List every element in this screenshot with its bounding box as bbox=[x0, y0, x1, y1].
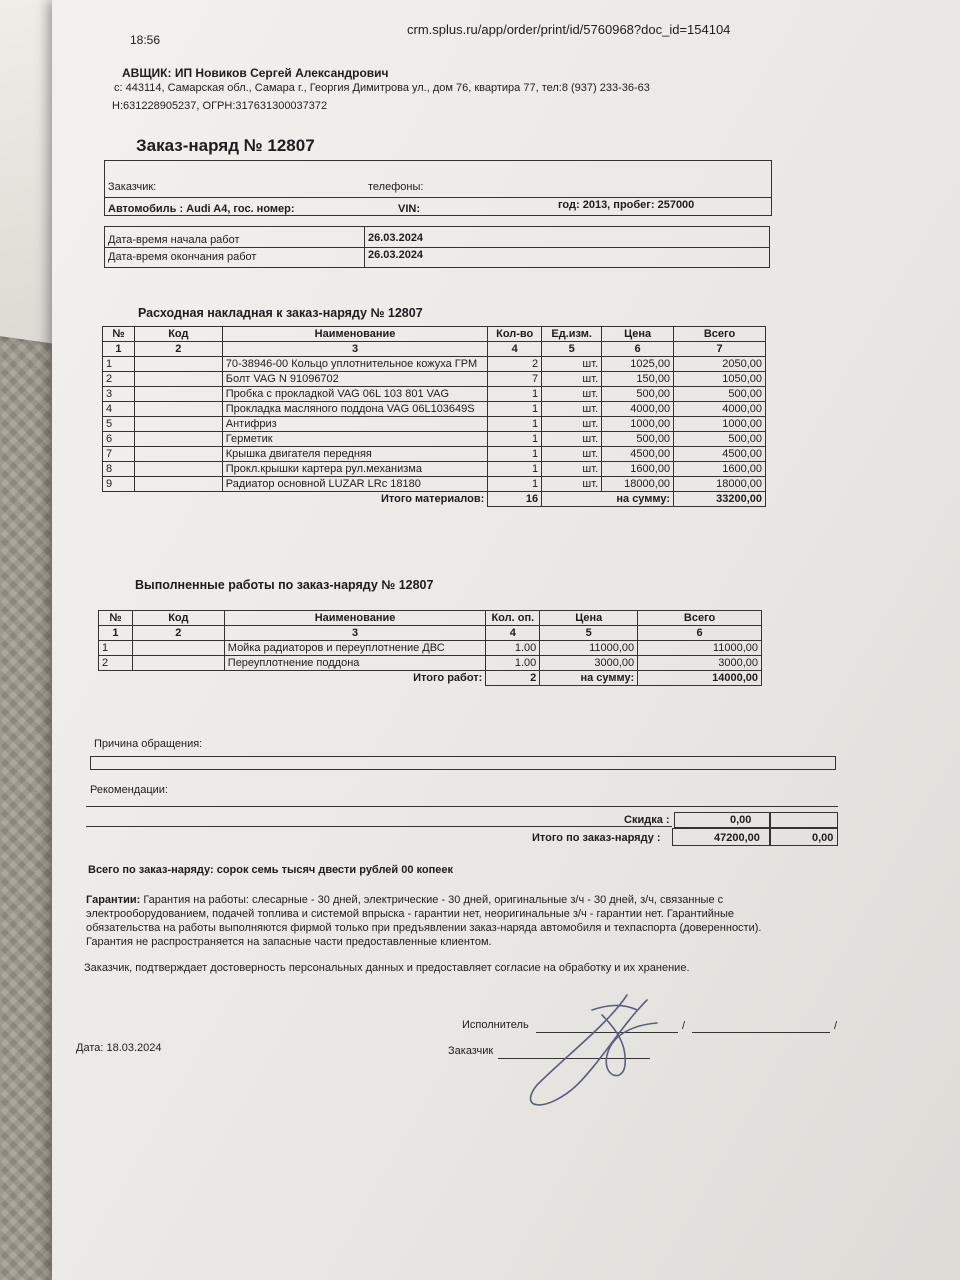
grand-total-value: 47200,00 bbox=[714, 832, 760, 844]
material-total: 18000,00 bbox=[674, 477, 766, 492]
car-label: Автомобиль : Audi A4, гос. номер: bbox=[108, 203, 295, 215]
materials-header-row bbox=[103, 327, 766, 342]
executor-slash-2: / bbox=[834, 1020, 838, 1032]
phones-label: телефоны: bbox=[368, 181, 424, 193]
discount-box bbox=[674, 812, 770, 828]
material-code bbox=[134, 417, 222, 432]
material-row bbox=[103, 432, 766, 447]
consent-text: Заказчик, подтверждает достоверность персональных данных и предоставляет согласие на обработку и их хранение. bbox=[84, 962, 690, 974]
warranty-heading: Гарантии: bbox=[86, 894, 141, 906]
material-row bbox=[103, 462, 766, 477]
material-n: 4 bbox=[103, 402, 135, 417]
material-unit: шт. bbox=[542, 357, 602, 372]
material-row bbox=[103, 372, 766, 387]
work-total-sum: 14000,00 bbox=[638, 671, 762, 686]
material-price: 1000,00 bbox=[602, 417, 674, 432]
works-title: Выполненные работы по заказ-наряду № 12807 bbox=[135, 578, 434, 592]
reason-field bbox=[90, 756, 836, 770]
recommend-line-2 bbox=[86, 826, 672, 827]
material-price: 4500,00 bbox=[602, 447, 674, 462]
work-n: 1 bbox=[99, 641, 133, 656]
work-head-name: Наименование bbox=[224, 611, 486, 626]
recommend-label: Рекомендации: bbox=[90, 784, 168, 796]
material-n: 5 bbox=[103, 417, 135, 432]
work-qty: 1.00 bbox=[486, 641, 540, 656]
material-code bbox=[134, 402, 222, 417]
material-code bbox=[134, 462, 222, 477]
reason-label: Причина обращения: bbox=[94, 738, 203, 750]
material-qty: 1 bbox=[488, 417, 542, 432]
work-head-qty: Кол. оп. bbox=[486, 611, 540, 626]
dates-divider bbox=[104, 247, 770, 248]
customer-sign-label: Заказчик bbox=[448, 1045, 494, 1057]
mat-total-sum: 33200,00 bbox=[674, 492, 766, 507]
material-row bbox=[103, 402, 766, 417]
work-n: 2 bbox=[99, 656, 133, 671]
signature bbox=[507, 985, 667, 1115]
grand-extra-value: 0,00 bbox=[812, 832, 834, 844]
work-row bbox=[99, 656, 762, 671]
print-url: crm.splus.ru/app/order/print/id/5760968?doc_id=154104 bbox=[407, 22, 731, 37]
material-price: 150,00 bbox=[602, 372, 674, 387]
material-total: 1050,00 bbox=[674, 372, 766, 387]
material-unit: шт. bbox=[542, 432, 602, 447]
executor-label: Исполнитель bbox=[462, 1019, 529, 1031]
material-price: 18000,00 bbox=[602, 477, 674, 492]
work-num-5: 5 bbox=[540, 626, 638, 641]
end-value: 26.03.2024 bbox=[368, 249, 424, 261]
material-total: 500,00 bbox=[674, 432, 766, 447]
mat-head-total: Всего bbox=[674, 327, 766, 342]
works-total-row bbox=[99, 671, 762, 686]
material-name: Пробка с прокладкой VAG 06L 103 801 VAG bbox=[222, 387, 487, 402]
discount-value: 0,00 bbox=[730, 814, 752, 826]
discount-extra-box bbox=[770, 812, 838, 828]
mat-head-unit: Ед.изм. bbox=[542, 327, 602, 342]
material-qty: 1 bbox=[488, 432, 542, 447]
material-name: Антифриз bbox=[222, 417, 487, 432]
customer-divider bbox=[104, 197, 772, 198]
material-row bbox=[103, 357, 766, 372]
material-n: 1 bbox=[103, 357, 135, 372]
material-code bbox=[134, 387, 222, 402]
material-row bbox=[103, 447, 766, 462]
work-num-3: 3 bbox=[224, 626, 486, 641]
material-unit: шт. bbox=[542, 462, 602, 477]
mat-num-6: 6 bbox=[602, 342, 674, 357]
work-price: 3000,00 bbox=[540, 656, 638, 671]
mat-head-code: Код bbox=[134, 327, 222, 342]
material-price: 1600,00 bbox=[602, 462, 674, 477]
mat-num-3: 3 bbox=[222, 342, 487, 357]
mat-num-7: 7 bbox=[674, 342, 766, 357]
work-price: 11000,00 bbox=[540, 641, 638, 656]
material-name: Герметик bbox=[222, 432, 487, 447]
material-name: 70-38946-00 Кольцо уплотнительное кожуха ГРМ bbox=[222, 357, 487, 372]
material-price: 1025,00 bbox=[602, 357, 674, 372]
material-qty: 1 bbox=[488, 387, 542, 402]
material-unit: шт. bbox=[542, 477, 602, 492]
mat-num-1: 1 bbox=[103, 342, 135, 357]
materials-title: Расходная накладная к заказ-наряду № 12807 bbox=[138, 306, 423, 320]
material-n: 8 bbox=[103, 462, 135, 477]
material-unit: шт. bbox=[542, 402, 602, 417]
mat-total-qty: 16 bbox=[488, 492, 542, 507]
material-unit: шт. bbox=[542, 447, 602, 462]
mat-head-name: Наименование bbox=[222, 327, 487, 342]
executor-name-line bbox=[692, 1032, 830, 1033]
mat-num-2: 2 bbox=[134, 342, 222, 357]
material-name: Крышка двигателя передняя bbox=[222, 447, 487, 462]
work-num-2: 2 bbox=[132, 626, 224, 641]
material-qty: 1 bbox=[488, 447, 542, 462]
work-total: 3000,00 bbox=[638, 656, 762, 671]
discount-label: Скидка : bbox=[624, 814, 670, 826]
document-date: Дата: 18.03.2024 bbox=[76, 1042, 162, 1054]
end-label: Дата-время окончания работ bbox=[108, 251, 257, 263]
work-num-1: 1 bbox=[99, 626, 133, 641]
materials-number-row bbox=[103, 342, 766, 357]
material-name: Радиатор основной LUZAR LRc 18180 bbox=[222, 477, 487, 492]
vin-label: VIN: bbox=[398, 203, 420, 215]
works-number-row bbox=[99, 626, 762, 641]
ids-line: Н:631228905237, ОГРН:317631300037372 bbox=[112, 100, 328, 112]
works-table bbox=[98, 610, 762, 686]
customer-label: Заказчик: bbox=[108, 181, 157, 193]
mat-head-n: № bbox=[103, 327, 135, 342]
material-unit: шт. bbox=[542, 372, 602, 387]
grand-total-label: Итого по заказ-наряду : bbox=[532, 832, 661, 844]
material-n: 7 bbox=[103, 447, 135, 462]
work-name: Мойка радиаторов и переуплотнение ДВС bbox=[224, 641, 486, 656]
warranty-line-3: обязательства на работы выполняются фирмой только при предъявлении заказ-наряда автомобиля и техпаспорта (доверенности). bbox=[86, 922, 762, 934]
warranty-text-1: Гарантия на работы: слесарные - 30 дней, электрические - 30 дней, оригинальные з/ч - 30 дней, з/ч, связанные с bbox=[140, 894, 724, 906]
material-name: Болт VAG N 91096702 bbox=[222, 372, 487, 387]
work-sum-label: на сумму: bbox=[540, 671, 638, 686]
material-price: 4000,00 bbox=[602, 402, 674, 417]
print-time: 18:56 bbox=[130, 33, 161, 47]
address-line: с: 443114, Самарская обл., Самара г., Георгия Димитрова ул., дом 76, квартира 77, тел:8 (937) 233-36-63 bbox=[114, 82, 650, 94]
work-row bbox=[99, 641, 762, 656]
material-qty: 1 bbox=[488, 462, 542, 477]
material-row bbox=[103, 417, 766, 432]
warranty-line-4: Гарантия не распространяется на запасные части предоставленные клиентом. bbox=[86, 936, 492, 948]
order-title: Заказ-наряд № 12807 bbox=[136, 136, 315, 155]
material-qty: 2 bbox=[488, 357, 542, 372]
total-in-words: Всего по заказ-наряду: сорок семь тысяч двести рублей 00 копеек bbox=[88, 864, 453, 876]
material-n: 9 bbox=[103, 477, 135, 492]
material-price: 500,00 bbox=[602, 387, 674, 402]
mat-head-price: Цена bbox=[602, 327, 674, 342]
mat-num-5: 5 bbox=[542, 342, 602, 357]
material-n: 3 bbox=[103, 387, 135, 402]
work-total-label: Итого работ: bbox=[99, 671, 486, 686]
material-name: Прокл.крышки картера рул.механизма bbox=[222, 462, 487, 477]
warranty-line-2: электрооборудованием, подачей топлива и системой впрыска - гарантии нет, неоригинальные з/ч - гарантии нет. Гарантийные bbox=[86, 908, 735, 920]
mat-sum-label: на сумму: bbox=[542, 492, 674, 507]
material-code bbox=[134, 372, 222, 387]
work-total: 11000,00 bbox=[638, 641, 762, 656]
work-qty: 1.00 bbox=[486, 656, 540, 671]
dates-col-divider bbox=[364, 226, 365, 268]
mat-num-4: 4 bbox=[488, 342, 542, 357]
work-total-qty: 2 bbox=[486, 671, 540, 686]
work-num-4: 4 bbox=[486, 626, 540, 641]
material-qty: 7 bbox=[488, 372, 542, 387]
material-total: 1600,00 bbox=[674, 462, 766, 477]
material-n: 6 bbox=[103, 432, 135, 447]
materials-total-row bbox=[103, 492, 766, 507]
mat-head-qty: Кол-во bbox=[488, 327, 542, 342]
works-header-row bbox=[99, 611, 762, 626]
document-page bbox=[52, 0, 960, 1280]
work-head-price: Цена bbox=[540, 611, 638, 626]
material-qty: 1 bbox=[488, 402, 542, 417]
material-row bbox=[103, 477, 766, 492]
executor-slash-1: / bbox=[682, 1020, 686, 1032]
recommend-line-1 bbox=[86, 806, 838, 807]
material-code bbox=[134, 432, 222, 447]
mat-total-label: Итого материалов: bbox=[103, 492, 488, 507]
work-head-total: Всего bbox=[638, 611, 762, 626]
material-total: 4000,00 bbox=[674, 402, 766, 417]
material-code bbox=[134, 447, 222, 462]
year-mileage: год: 2013, пробег: 257000 bbox=[558, 199, 695, 211]
material-total: 1000,00 bbox=[674, 417, 766, 432]
material-code bbox=[134, 357, 222, 372]
material-code bbox=[134, 477, 222, 492]
material-qty: 1 bbox=[488, 477, 542, 492]
material-unit: шт. bbox=[542, 387, 602, 402]
material-price: 500,00 bbox=[602, 432, 674, 447]
start-label: Дата-время начала работ bbox=[108, 234, 240, 246]
start-value: 26.03.2024 bbox=[368, 232, 424, 244]
material-row bbox=[103, 387, 766, 402]
work-code bbox=[132, 641, 224, 656]
material-total: 4500,00 bbox=[674, 447, 766, 462]
work-head-code: Код bbox=[132, 611, 224, 626]
warranty-line-1 bbox=[86, 894, 723, 906]
work-name: Переуплотнение поддона bbox=[224, 656, 486, 671]
material-name: Прокладка масляного поддона VAG 06L103649S bbox=[222, 402, 487, 417]
material-total: 500,00 bbox=[674, 387, 766, 402]
work-head-n: № bbox=[99, 611, 133, 626]
material-total: 2050,00 bbox=[674, 357, 766, 372]
materials-table bbox=[102, 326, 766, 507]
material-n: 2 bbox=[103, 372, 135, 387]
work-num-6: 6 bbox=[638, 626, 762, 641]
material-unit: шт. bbox=[542, 417, 602, 432]
supplier-line: АВЩИК: ИП Новиков Сергей Александрович bbox=[122, 66, 389, 80]
work-code bbox=[132, 656, 224, 671]
